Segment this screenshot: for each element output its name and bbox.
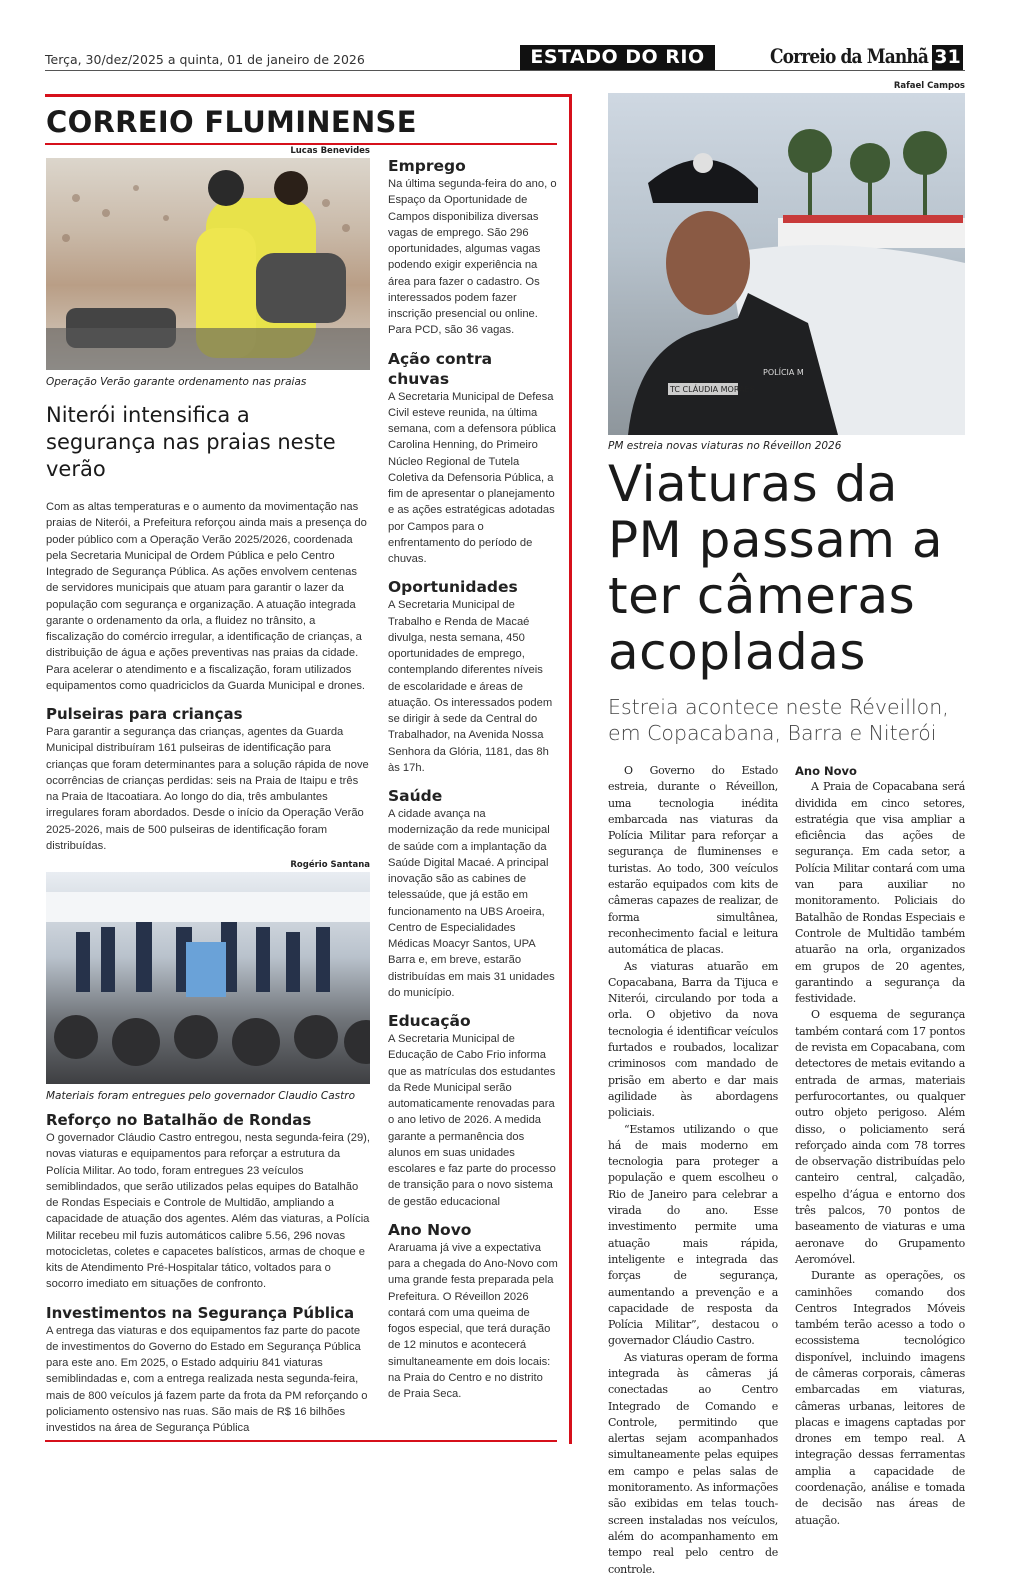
brief-text: A cidade avança na modernização da rede municipal de saúde com a implantação da Saúde Digital Macaé. A principal inovação são as cabines de telessaúde, que já estão em funcionamento na UBS Aroeira, Centro de Especialidades Médicas Moacyr Santos, UPA Barra e, em breve, estarão distribuídas em mais 31 unidades do município. <box>388 808 555 999</box>
kicker-rule <box>45 143 557 145</box>
paragraph: “Estamos utilizando o que há de mais moderno em tecnologia para proteger a população e quem escolheu o Rio de Janeiro para celebrar a virada do ano. Esse investimento permite uma atuação mais rápida, inteligente e integrada das forças de segurança, aumentando a prevenção e a capacidade de resposta da Polícia Militar”, destacou o governador Cláudio Castro. <box>608 1122 778 1348</box>
section-kicker: CORREIO FLUMINENSE <box>46 105 417 139</box>
paragraph: Com as altas temperaturas e o aumento da movimentação nas praias de Niterói, a Prefeitura reforçou ainda mais a presença do poder público com a Operação Verão 2025/2026, coordenada pela Secretaria Municipal de Ordem Pública e pelo Centro Integrado de Segurança Pública. As ações envolvem centenas de servidores municipais que atuam para garantir o lazer da população com segurança e organização. A atuação integrada garante o ordenamento da orla, a fluidez no trânsito, a fiscalização do comércio irregular, a identificação de crianças, a distribuição de água e ações preventivas nas praias da cidade. Para acelerar o atendimento e a fiscalização, foram utilizados equipamentos como quadriciclos da Guarda Municipal e drones. <box>46 501 367 692</box>
second-photo-block <box>46 860 370 1436</box>
story-body <box>46 499 370 854</box>
equipment-illustration <box>46 872 370 1084</box>
brief-title: Oportunidades <box>388 578 518 597</box>
photo-credit: Rafael Campos <box>893 81 965 91</box>
lead-story <box>46 146 370 854</box>
paragraph: As viaturas operam de forma integrada às câmeras já conectadas ao Centro Integrado de Comando e Controle, permitindo que alertas sejam acompanhados simultaneamente pelas equipes em campo e pelas salas de monitoramento. As informações são exibidas em telas touch-screen instaladas nos veículos, além do acompanhamento em tempo real pelo centro de controle. <box>608 1350 778 1576</box>
issue-date: Terça, 30/dez/2025 a quinta, 01 de janeiro de 2026 <box>45 52 365 67</box>
section-label: ESTADO DO RIO <box>520 45 715 70</box>
main-deck: Estreia acontece neste Réveillon, em Copacabana, Barra e Niterói <box>608 695 949 745</box>
subheading: Reforço no Batalhão de Rondas <box>46 1111 312 1129</box>
photo-credit: Lucas Benevides <box>290 146 370 156</box>
story-headline: Niterói intensifica a segurança nas praias neste verão <box>46 403 336 481</box>
officer-illustration <box>608 93 965 435</box>
beach-patrol-illustration <box>46 158 370 370</box>
section-side-rule <box>569 94 572 1444</box>
paragraph: O esquema de segurança também contará com 17 pontos de revista em Copacabana, com detectores de metais evitando a entrada de armas, materiais perfurocortantes, ou qualquer outro objeto perigoso. Além disso, o policiamento será reforçado ainda com 78 torres de observação distribuídas pelo canteiro central, calçadão, espelho d’água e entorno dos três palcos, 70 pontos de baseamento de viaturas e uma aeronave do Grupamento Aeromóvel. <box>795 1008 965 1266</box>
brief-title: Saúde <box>388 787 443 805</box>
newspaper-logo: Correio da Manhã <box>770 44 929 68</box>
main-body-col2 <box>795 763 965 1529</box>
photo-caption: PM estreia novas viaturas no Réveillon 2026 <box>608 440 842 452</box>
paragraph: A entrega das viaturas e dos equipamentos faz parte do pacote de investimentos do Governo do Estado em Segurança Pública para este ano. Em 2025, o Estado adquiriu 841 viaturas semiblindadas e, com a entrega realizada nesta segunda-feira, mais de 800 veículos já fazem parte da frota da PM reforçando o policiamento ostensivo nas ruas. São mais de R$ 16 bilhões investidos na área de Segurança Pública <box>46 1324 368 1434</box>
brief-title: Ação contra chuvas <box>388 349 493 388</box>
paragraph: Durante as operações, os caminhões comando dos Centros Integrados Móveis também terão acesso a todo o ecossistema tecnológico disponível, incluindo imagens de câmeras corporais, câmeras embarcadas em viaturas, câmeras urbanas, leitores de placas e imagens captadas por drones em tempo real. A integração dessas ferramentas amplia a capacidade de coordenação, análise e tomada de decisão nas áreas de atuação. <box>795 1269 965 1527</box>
left-column <box>46 146 370 1436</box>
section-top-rule <box>45 94 572 97</box>
subheading: Ano Novo <box>795 764 857 778</box>
header-divider <box>45 70 965 71</box>
brief-text: Araruama já vive a expectativa para a chegada do Ano-Novo com uma grande festa preparada pela Prefeitura. O Réveillon 2026 contará com uma queima de fogos especial, que terá duração de 12 minutos e acontecerá simultaneamente em dois locais: na Praia do Centro e no distrito de Praia Seca. <box>388 1241 558 1400</box>
paragraph: O Governo do Estado estreia, durante o Réveillon, uma tecnologia inédita embarcada nas viaturas da Polícia Militar para reforçar a segurança de fluminenses e turistas. Ao todo, 300 veículos estarão equipados com kits de câmeras capazes de realizar, de forma simultânea, reconhecimento facial e leitura automática de placas. <box>608 764 778 957</box>
paragraph: As viaturas atuarão em Copacabana, Barra da Tijuca e Niterói, circulando por toda a orla. O objetivo da nova tecnologia é identificar veículos furtados e roubados, localizar criminosos com mandado de prisão em aberto e dar mais agilidade às abordagens policiais. <box>608 959 778 1120</box>
main-headline: Viaturas da PM passam a ter câmeras acopladas <box>608 455 944 681</box>
story-body-continued <box>46 1110 370 1436</box>
paragraph: O governador Cláudio Castro entregou, nesta segunda-feira (29), novas viaturas e equipamentos para reforçar a estrutura da Polícia Militar. Ao todo, foram entregues 23 veículos semiblindados, que serão utilizados pelas equipes do Batalhão de Rondas Especiais e Controle de Multidão, ampliando a capacidade de atuação dos agentes. Além das viaturas, a Polícia Militar recebeu mil fuzis automáticos calibre 5.56, 296 novas motocicletas, coletes e capacetes balísticos, armas de choque e kits de Atendimento Pré-Hospitalar tático, voltados para o socorro imediato em situações de confronto. <box>46 1132 371 1291</box>
paragraph: Para garantir a segurança das crianças, agentes da Guarda Municipal distribuíram 161 pulseiras de identificação para crianças que foram determinantes para a solução rápida de nove ocorrências de crianças perdidas: seis na Praia de Itaipu e três na Praia de Itacoatiara. Ao longo do dia, três ambulantes irregulares foram abordados. Desde o início da Operação Verão 2025-2026, mais de 500 pulseiras de identificação foram distribuídas. <box>46 726 369 852</box>
name-badge: TC CLÁUDIA MORAES <box>670 385 755 394</box>
equipment-handover-photo <box>46 872 370 1084</box>
briefs-column <box>388 146 558 1404</box>
brief-title: Ano Novo <box>388 1220 472 1239</box>
photo-caption: Operação Verão garante ordenamento nas praias <box>46 376 307 388</box>
section-bottom-rule <box>45 1440 557 1442</box>
brief-title: Educação <box>388 1012 471 1030</box>
subheading: Pulseiras para crianças <box>46 705 243 723</box>
paragraph: A Praia de Copacabana será dividida em cinco setores, estratégia que visa ampliar a eficiência das ações de segurança. Em cada setor, a Polícia Militar contará com uma van para auxiliar no monitoramento. Policiais do Batalhão de Rondas Especiais e Controle de Multidão também atuarão na orla, organizados em grupos de 20 agentes, garantindo a segurança da festividade. <box>795 780 965 1006</box>
brief-text: A Secretaria Municipal de Defesa Civil esteve reunida, na última semana, com a defensora pública Carolina Henning, do Primeiro Núcleo Regional de Tutela Coletiva da Defensoria Pública, a fim de apresentar o planejamento e as ações estratégicas adotadas por Campos para o enfrentamento do período de chuvas. <box>388 390 556 565</box>
photo-credit: Rogério Santana <box>290 860 370 870</box>
main-body-col1 <box>608 763 778 1578</box>
brief-title: Emprego <box>388 157 466 175</box>
vest-text: POLÍCIA M <box>763 368 804 377</box>
brief-text: A Secretaria Municipal de Trabalho e Renda de Macaé divulga, nesta semana, 450 oportunidades de emprego, contemplando diferentes níveis de escolaridade e áreas de atuação. Os interessados podem se dirigir à sede da Central do Trabalhador, na Avenida Nossa Senhora da Glória, 1181, das 8h às 17h. <box>388 599 553 774</box>
officer-photo <box>608 93 965 435</box>
brief-text: Na última segunda-feira do ano, o Espaço da Oportunidade de Campos disponibiliza diversas vagas de emprego. São 296 oportunidades, algumas vagas podendo exigir experiência na área para fazer o cadastro. Os interessados podem fazer inscrição presencial ou online. Para PCD, são 36 vagas. <box>388 178 557 337</box>
photo-caption: Materiais foram entregues pelo governador Claudio Castro <box>46 1090 355 1102</box>
brief-text: A Secretaria Municipal de Educação de Cabo Frio informa que as matrículas dos estudantes da Rede Municipal serão automaticamente renovadas para o ano letivo de 2026. A medida garante a permanência dos alunos em suas unidades escolares e faz parte do processo de transição para o novo sistema de gestão educacional <box>388 1033 556 1208</box>
beach-patrol-photo <box>46 158 370 370</box>
page-number: 31 <box>932 45 963 70</box>
subheading: Investimentos na Segurança Pública <box>46 1303 355 1322</box>
